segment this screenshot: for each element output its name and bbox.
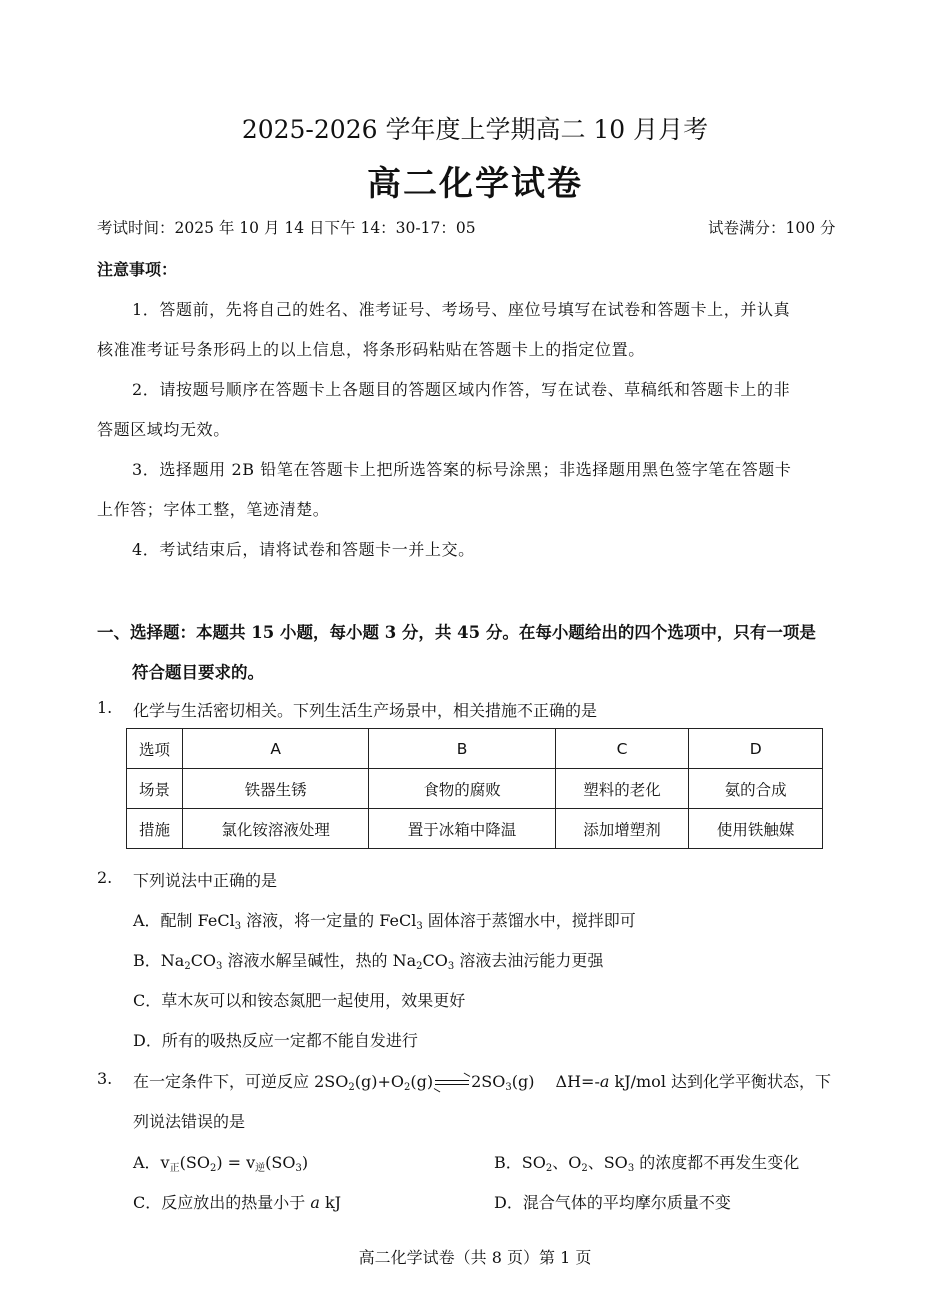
table-cell: 使用铁触媒 [689, 809, 823, 849]
table-cell: 添加增塑剂 [555, 809, 689, 849]
option-b: B．$Na_2CO_3$ 溶液水解呈碱性，热的 $Na_2CO_3$ 溶液去油污能力更强 [133, 951, 604, 972]
table-cell: 置于冰箱中降温 [369, 809, 555, 849]
option-b: B．$SO_2$、$O_2$、$SO_3$ 的浓度都不再发生变化 [494, 1153, 800, 1174]
table-cell: D [689, 729, 823, 769]
question-text: 化学与生活密切相关。下列生活生产场景中，相关措施不正确的是 [133, 701, 598, 720]
table-cell: 食物的腐败 [369, 769, 555, 809]
table-cell: 选项 [127, 729, 183, 769]
option-d: D．混合气体的平均摩尔质量不变 [494, 1193, 731, 1212]
notice-line: 上作答；字体工整，笔迹清楚。 [97, 500, 330, 519]
exam-time: 考试时间：2025 年 10 月 14 日下午 14：30-17：05 [97, 219, 476, 237]
page-footer: 高二化学试卷（共 8 页）第 1 页 [358, 1248, 592, 1267]
table-row [127, 729, 823, 769]
table-cell: 措施 [127, 809, 183, 849]
notice-line: 3．选择题用 2B 铅笔在答题卡上把所选答案的标号涂黑；非选择题用黑色签字笔在答题卡 [132, 460, 792, 479]
question-text: 在一定条件下，可逆反应 $2SO_2(g)+O_2(g)$ $2SO_3(g)$ ΔH=-a kJ/mol 达到化学平衡状态，下 [133, 1072, 832, 1093]
full-score: 试卷满分：100 分 [708, 219, 836, 237]
table-row [127, 809, 823, 849]
table-cell: 氨的合成 [689, 769, 823, 809]
notice-line: 2．请按题号顺序在答题卡上各题目的答题区域内作答，写在试卷、草稿纸和答题卡上的非 [132, 380, 791, 399]
option-c: C．反应放出的热量小于 a kJ [133, 1193, 342, 1212]
table-cell: 铁器生锈 [183, 769, 369, 809]
option-d: D．所有的吸热反应一定都不能自发进行 [133, 1031, 418, 1050]
question-text: 下列说法中正确的是 [133, 871, 278, 890]
exam-header: 2025-2026 学年度上学期高二 10 月月考 [241, 115, 709, 144]
notice-title: 注意事项： [97, 260, 178, 279]
question-number: 3. [97, 1069, 113, 1088]
question-text-cont: 列说法错误的是 [133, 1112, 246, 1131]
table-cell: A [183, 729, 369, 769]
option-a: A．配制 FeCl$_3$ 溶液，将一定量的 FeCl$_3$ 固体溶于蒸馏水中，搅拌即可 [133, 911, 636, 932]
table-cell: C [555, 729, 689, 769]
notice-line: 答题区域均无效。 [97, 420, 230, 439]
option-a: A．$v_正(SO_2) = v_逆(SO_3)$ [133, 1153, 309, 1174]
equilibrium-arrow-icon [433, 1077, 471, 1089]
table-row [127, 769, 823, 809]
q1-options-table [126, 728, 823, 849]
table-cell: 塑料的老化 [555, 769, 689, 809]
option-c: C．草木灰可以和铵态氮肥一起使用，效果更好 [133, 991, 466, 1010]
notice-line: 核准准考证号条形码上的以上信息，将条形码粘贴在答题卡上的指定位置。 [97, 340, 645, 359]
table-cell: B [369, 729, 555, 769]
section-heading: 一、选择题：本题共 15 小题，每小题 3 分，共 45 分。在每小题给出的四个选项中，只有一项是 [97, 623, 816, 642]
table-cell: 氯化铵溶液处理 [183, 809, 369, 849]
table-cell: 场景 [127, 769, 183, 809]
notice-line: 4．考试结束后，请将试卷和答题卡一并上交。 [132, 540, 475, 559]
question-number: 1. [97, 698, 113, 717]
paper-title: 高二化学试卷 [367, 164, 583, 204]
section-heading-cont: 符合题目要求的。 [132, 663, 264, 682]
question-number: 2. [97, 868, 113, 887]
notice-line: 1．答题前，先将自己的姓名、准考证号、考场号、座位号填写在试卷和答题卡上，并认真 [132, 300, 791, 319]
